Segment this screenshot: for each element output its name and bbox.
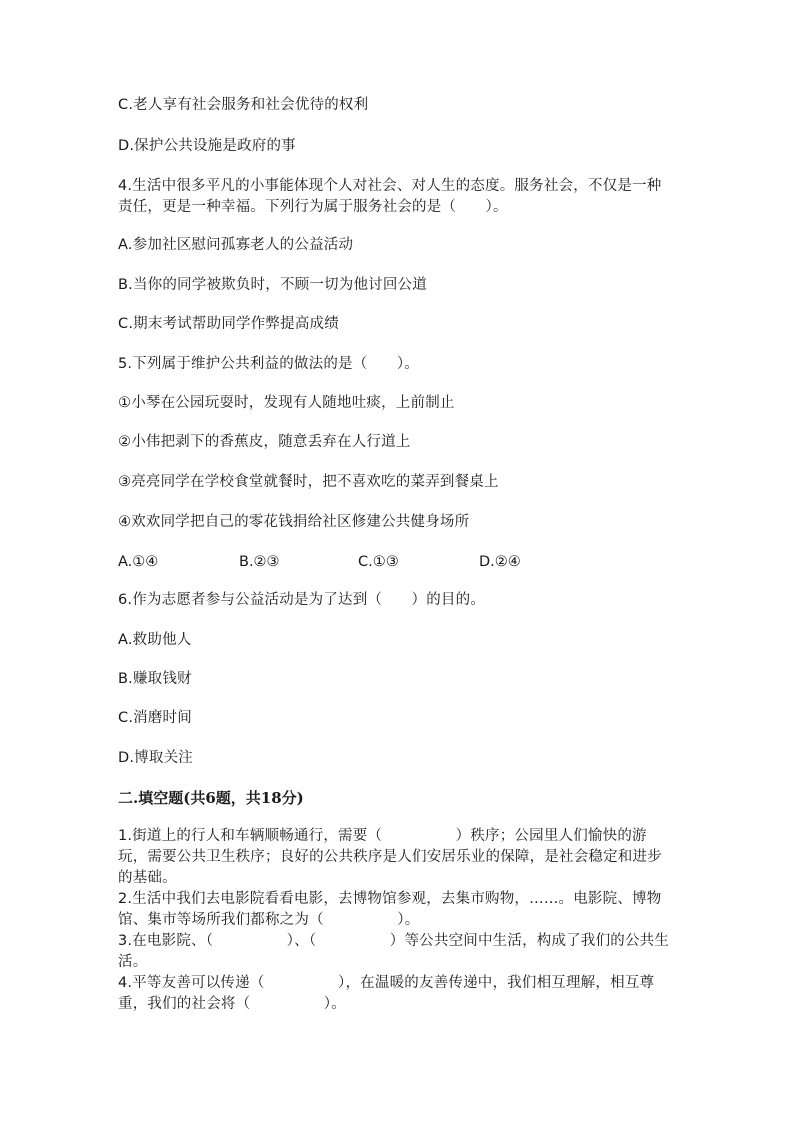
q5-option-b: B.②③ xyxy=(239,554,280,570)
q3-option-d: D.保护公共设施是政府的事 xyxy=(118,138,296,154)
q5-options-row xyxy=(118,552,678,573)
q6-option-d: D.博取关注 xyxy=(118,750,193,766)
q5-item-2: ②小伟把剥下的香蕉皮，随意丢弃在人行道上 xyxy=(118,434,411,450)
fill-item-1: 1.街道上的行人和车辆顺畅通行，需要（ ）秩序；公园里人们愉快的游玩，需要公共卫生秩序；良好的公共秩序是人们安居乐业的保障，是社会稳定和进步的基础。 xyxy=(118,828,662,886)
q6-option-c: C.消磨时间 xyxy=(118,710,192,726)
q5-item-1: ①小琴在公园玩耍时，发现有人随地吐痰，上前制止 xyxy=(118,395,455,411)
q4-option-a: A.参加社区慰问孤寡老人的公益活动 xyxy=(118,237,354,253)
q6-option-a: A.救助他人 xyxy=(118,632,192,648)
q5-stem: 5.下列属于维护公共利益的做法的是（ ）。 xyxy=(118,356,419,372)
q4-stem: 4.生活中很多平凡的小事能体现个人对社会、对人生的态度。服务社会，不仅是一种责任，更是一种幸福。下列行为属于服务社会的是（ ）。 xyxy=(118,178,662,215)
q6-option-b: B.赚取钱财 xyxy=(118,671,192,687)
q5-item-4: ④欢欢同学把自己的零花钱捐给社区修建公共健身场所 xyxy=(118,514,470,530)
section-title-fill-in: 二.填空题(共6题，共18分) xyxy=(118,789,304,807)
fill-item-4: 4.平等友善可以传递（ ），在温暖的友善传递中，我们相互理解，相互尊重，我们的社会将（ ）。 xyxy=(118,975,655,1012)
q4-option-c: C.期末考试帮助同学作弊提高成绩 xyxy=(118,316,339,332)
q5-option-a: A.①④ xyxy=(118,554,159,570)
q5-option-d: D.②④ xyxy=(479,554,521,570)
q3-option-c: C.老人享有社会服务和社会优待的权利 xyxy=(118,97,369,113)
q5-item-3: ③亮亮同学在学校食堂就餐时，把不喜欢吃的菜弄到餐桌上 xyxy=(118,474,499,490)
q5-option-c: C.①③ xyxy=(358,554,399,570)
q6-stem: 6.作为志愿者参与公益活动是为了达到（ ）的目的。 xyxy=(118,592,486,608)
fill-item-3: 3.在电影院、（ ）、（ ）等公共空间中生活，构成了我们的公共生活。 xyxy=(118,933,670,970)
q4-option-b: B.当你的同学被欺负时，不顾一切为他讨回公道 xyxy=(118,277,427,293)
fill-item-2: 2.生活中我们去电影院看看电影，去博物馆参观，去集市购物，……。电影院、博物馆、集市等场所我们都称之为（ ）。 xyxy=(118,891,662,928)
